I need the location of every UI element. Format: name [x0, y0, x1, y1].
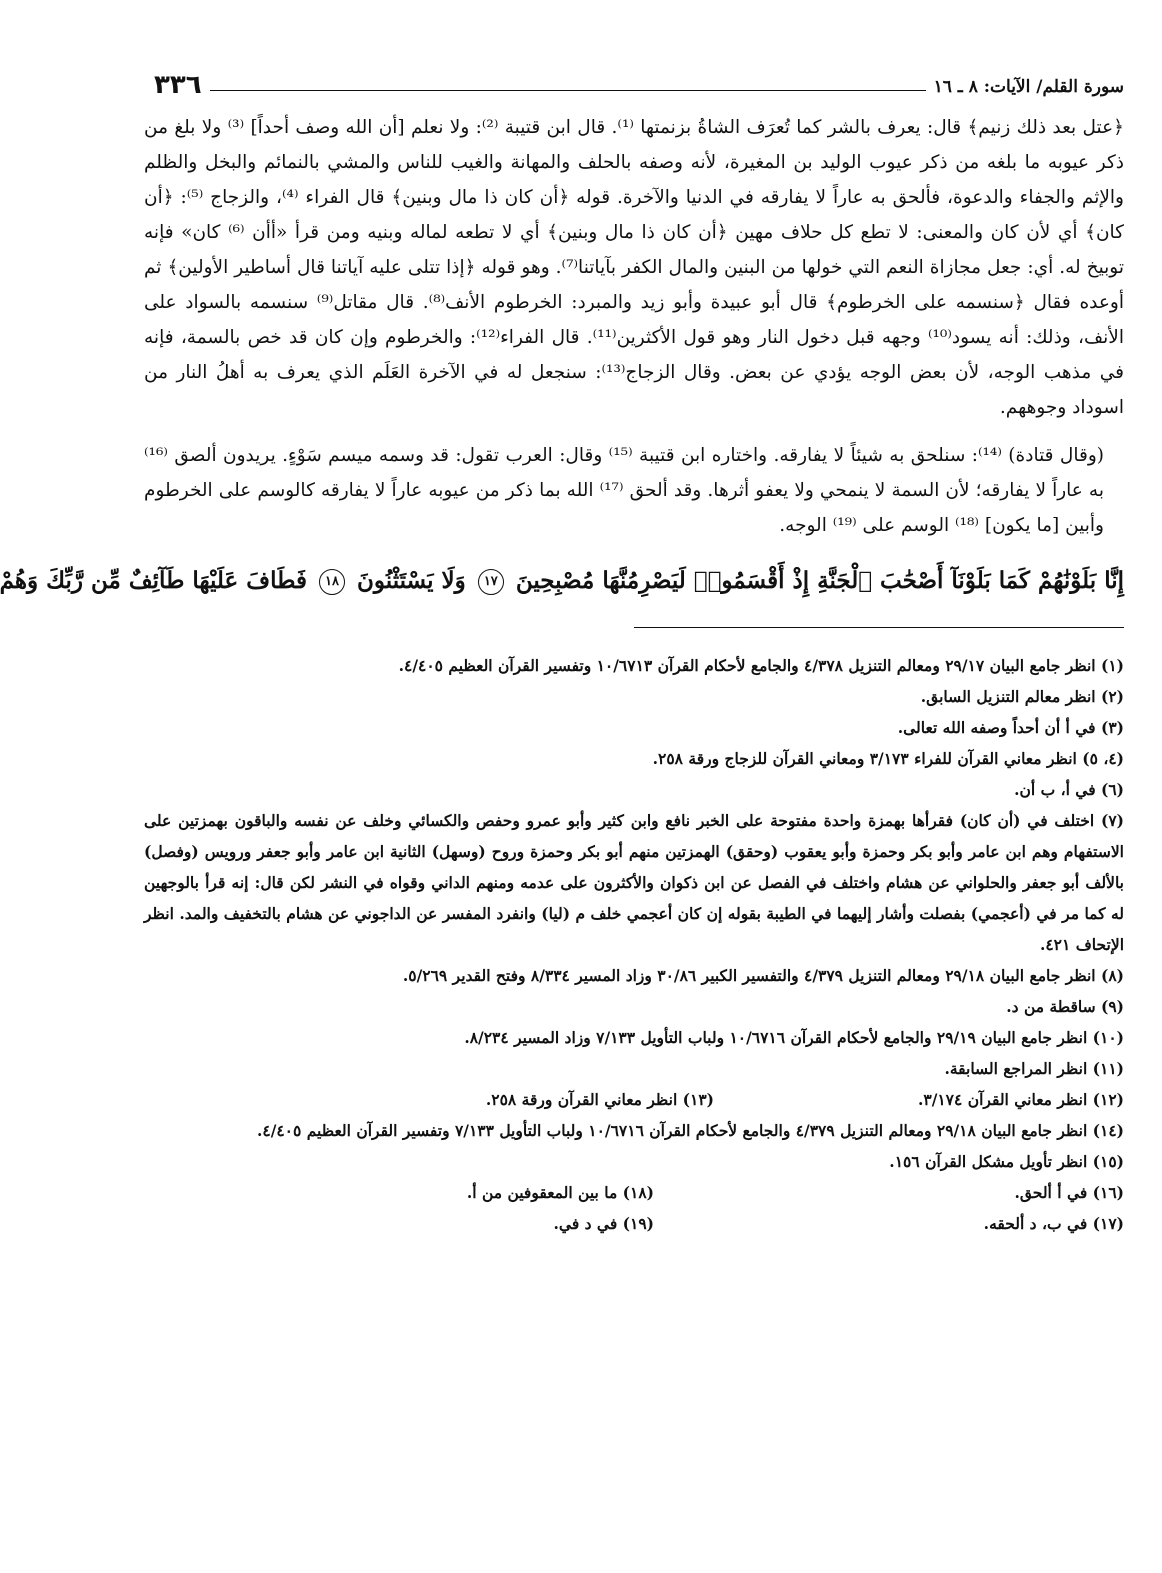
quran-verse-line [0, 553, 1124, 609]
footnote: (١٣) انظر معاني القرآن ورقة ٢٥٨. [485, 1090, 714, 1109]
footnote: (١١) انظر المراجع السابقة. [944, 1059, 1124, 1078]
footnote-column-left [144, 1177, 654, 1239]
footnote-columns [144, 1177, 1124, 1239]
footnotes [144, 650, 1124, 1239]
commentary-paragraph-2: (وقال قتادة) ⁽¹⁴⁾: سنلحق به شيئاً لا يفارقه. واختاره ابن قتيبة ⁽¹⁵⁾ وقال: العرب تقول: قد وسمه ميسم سَوْءٍ. يريدون ألصق ⁽¹⁶⁾ به عاراً لا يفارقه؛ لأن السمة لا ينمحي ولا يعفو أثرها. وقد ألحق ⁽¹⁷⁾ الله بما ذكر من عيوبه عاراً لا يفارقه كالوسم على الخرطوم وأبين [ما يكون] ⁽¹⁸⁾ الوسم على ⁽¹⁹⁾ الوجه. [144, 445, 1105, 536]
footnote: (١٢) انظر معاني القرآن ٣/١٧٤. [917, 1090, 1124, 1109]
running-title: سورة القلم/ الآيات: ٨ ـ ١٦ [933, 77, 1124, 97]
book-page [0, 60, 1125, 1540]
footnote-column-right [654, 1177, 1124, 1239]
footnote: (٣) في أ أن أحداً وصفه الله تعالى. [897, 718, 1124, 737]
commentary-paragraph-1: ﴿عتل بعد ذلك زنيم﴾ قال: يعرف بالشر كما تُعرَف الشاةُ بزنمتها ⁽¹⁾. قال ابن قتيبة ⁽²⁾: ولا نعلم [أن الله وصف أحداً] ⁽³⁾ ولا بلغ من ذكر عيوبه ما بلغه من ذكر عيوب الوليد بن المغيرة، لأنه وصفه بالحلف والمهانة والغيب للناس والمشي بالنمائم والبخل والظلم والإثم والجفاء والدعوة، فألحق به عاراً لا يفارقه في الدنيا والآخرة. قوله ﴿أن كان ذا مال وبنين﴾ قال الفراء ⁽⁴⁾، والزجاج ⁽⁵⁾: ﴿أن كان﴾ أي لأن كان والمعنى: لا تطع كل حلاف مهين ﴿أن كان ذا مال وبنين﴾ أي لا تطعه لماله وبنيه ومن قرأ «أأن ⁽⁶⁾ كان» فإنه توبيخ له. أي: جعل مجازاة النعم التي خولها من البنين والمال الكفر بآياتنا⁽⁷⁾. وهو قوله ﴿إذا تتلى عليه آياتنا قال أساطير الأولين﴾ ثم أوعده فقال ﴿سنسمه على الخرطوم﴾ قال أبو عبيدة وأبو زيد والمبرد: الخرطوم الأنف⁽⁸⁾. قال مقاتل⁽⁹⁾ سنسمه بالسواد على الأنف، وذلك: أنه يسود⁽¹⁰⁾ وجهه قبل دخول النار وهو قول الأكثرين⁽¹¹⁾. قال الفراء⁽¹²⁾: والخرطوم وإن كان قد خص بالسمة، فإنه في مذهب الوجه، لأن بعض الوجه يؤدي عن بعض. وقال الزجاج⁽¹³⁾: سنجعل له في الآخرة العَلَم الذي يعرف به أهلُ النار من اسوداد وجوههم. [144, 117, 1125, 418]
commentary-body [144, 110, 1124, 543]
ayah-number-marker: ١٧ [478, 569, 504, 595]
footnote: (٤، ٥) انظر معاني القرآن للفراء ٣/١٧٣ ومعاني القرآن للزجاج ورقة ٢٥٨. [652, 749, 1124, 768]
quran-verse-part: فَطَافَ عَلَيْهَا طَآئِفٌ مِّن رَّبِّكَ وَهُمْ [0, 567, 307, 594]
footnote: (٩) ساقطة من د. [1006, 997, 1124, 1016]
footnote: (١٩) في د في. [553, 1214, 654, 1233]
footnote: (١٥) انظر تأويل مشكل القرآن ١٥٦. [889, 1152, 1124, 1171]
quran-verse-part: وَلَا يَسْتَثْنُونَ [357, 567, 466, 594]
footnote-separator [634, 627, 1124, 628]
footnote: (١) انظر جامع البيان ٢٩/١٧ ومعالم التنزيل ٤/٣٧٨ والجامع لأحكام القرآن ١٠/٦٧١٣ وتفسير القرآن العظيم ٤/٤٠٥. [398, 656, 1124, 675]
footnote: (٧) اختلف في (أن كان) فقرأها بهمزة واحدة مفتوحة على الخبر نافع وابن كثير وأبو عمرو وحفص والكسائي وخلف عن نفسه والباقون بهمزتين على الاستفهام وهم ابن عامر وأبو بكر وحمزة وأبو يعقوب (وحقق) الهمزتين منهم أبو بكر وحمزة وروح (وسهل) الثانية ابن عامر وأبو جعفر ورويس (وفصل) بالألف أبو جعفر والحلواني عن هشام واختلف في الفصل عن ابن ذكوان والأكثرون على عدمه ومنهم الداني وقواه في النشر لكن قال: إنه قرأ بالوجهين له كما مر في (أعجمي) بفصلت وأشار إليهما في الطيبة بقوله إن كان أعجمي خلف م (ليا) وانفرد المفسر عن الداجوني عن هشام بالتخفيف والمد. انظر الإتحاف ٤٢١. [144, 811, 1124, 954]
page-header [144, 60, 1124, 100]
header-rule [210, 90, 926, 91]
footnote: (١٠) انظر جامع البيان ٢٩/١٩ والجامع لأحكام القرآن ١٠/٦٧١٦ ولباب التأويل ٧/١٣٣ وزاد المسير ٨/٢٣٤. [464, 1028, 1124, 1047]
footnote: (٢) انظر معالم التنزيل السابق. [920, 687, 1124, 706]
footnote: (٨) انظر جامع البيان ٢٩/١٨ ومعالم التنزيل ٤/٣٧٩ والتفسير الكبير ٣٠/٨٦ وزاد المسير ٨/٣٣٤ وفتح القدير ٥/٢٦٩. [402, 966, 1124, 985]
footnote: (١٦) في أ ألحق. [1014, 1183, 1124, 1202]
footnote: (١٤) انظر جامع البيان ٢٩/١٨ ومعالم التنزيل ٤/٣٧٩ والجامع لأحكام القرآن ١٠/٦٧١٦ ولباب التأويل ٧/١٣٣ وتفسير القرآن العظيم ٤/٤٠٥. [256, 1121, 1124, 1140]
footnote-row [144, 1084, 1124, 1115]
quran-verse-part: إِنَّا بَلَوْنَٰهُمْ كَمَا بَلَوْنَآ أَصْحَٰبَ ٱلْجَنَّةِ إِذْ أَقْسَمُوا۟ لَيَصْرِمُنَّهَا مُصْبِحِينَ [515, 567, 1124, 594]
footnote: (١٧) في ب، د ألحقه. [983, 1214, 1124, 1233]
footnote: (١٨) ما بين المعقوفين من أ. [466, 1183, 654, 1202]
footnote: (٦) في أ، ب أن. [1014, 780, 1124, 799]
ayah-number-marker: ١٨ [319, 569, 345, 595]
page-number: ٣٣٦ [154, 70, 202, 100]
